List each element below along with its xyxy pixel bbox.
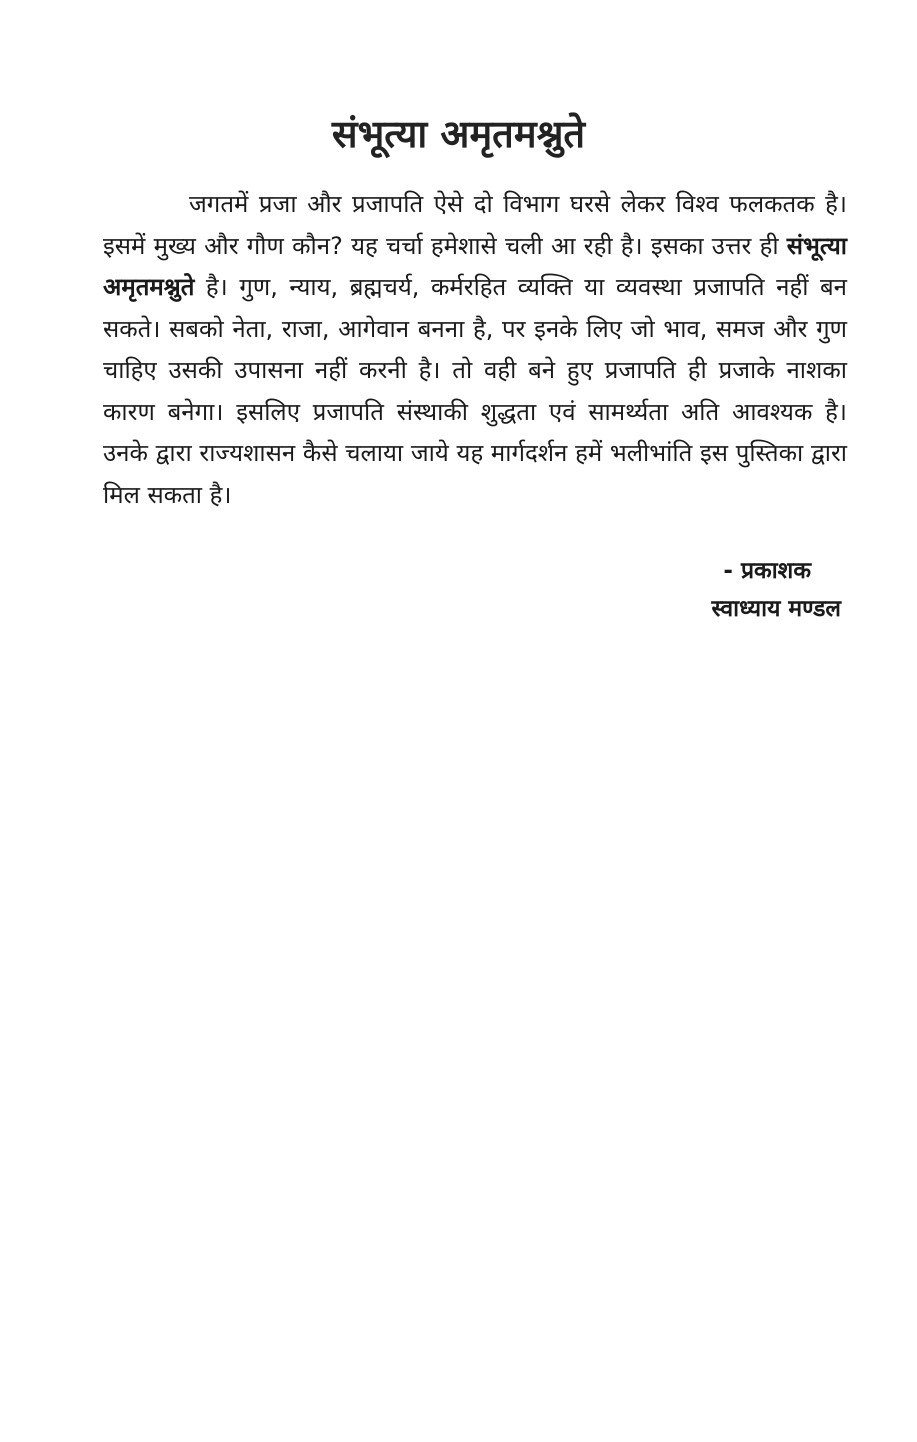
signature-role: - प्रकाशक [723,558,811,584]
paragraph-text-start: जगतमें प्रजा और प्रजापति ऐसे दो विभाग घरसे लेकर विश्व फलकतक है। इसमें मुख्य और गौण कौन? यह चर्चा हमेशासे चली आ रही है। इसका उत्तर ही [103,190,847,260]
signature-block [711,552,841,628]
paragraph-bold-phrase: संभूत्या अमृतमश्नुते [103,231,847,301]
page-title: संभूत्या अमृतमश्नुते [331,112,586,156]
paragraph-text-end: है। गुण, न्याय, ब्रह्मचर्य, कर्मरहित व्यक्ति या व्यवस्था प्रजापति नहीं बन सकते। सबको नेता, राजा, आगेवान बनना है, पर इनके लिए जो भाव, समज और गुण चाहिए उसकी उपासना नहीं करनी है। तो वही बने हुए प्रजापति ही प्रजाके नाशका कारण बनेगा। इसलिए प्रजापति संस्थाकी शुद्धता एवं सामर्थ्यता अति आवश्यक है। उनके द्वारा राज्यशासन कैसे चलाया जाये यह मार्गदर्शन हमें भलीभांति इस पुस्तिका द्वारा मिल सकता है। [103,273,847,509]
body-paragraph [103,184,847,516]
signature-organization: स्वाध्याय मण्डल [711,596,841,622]
